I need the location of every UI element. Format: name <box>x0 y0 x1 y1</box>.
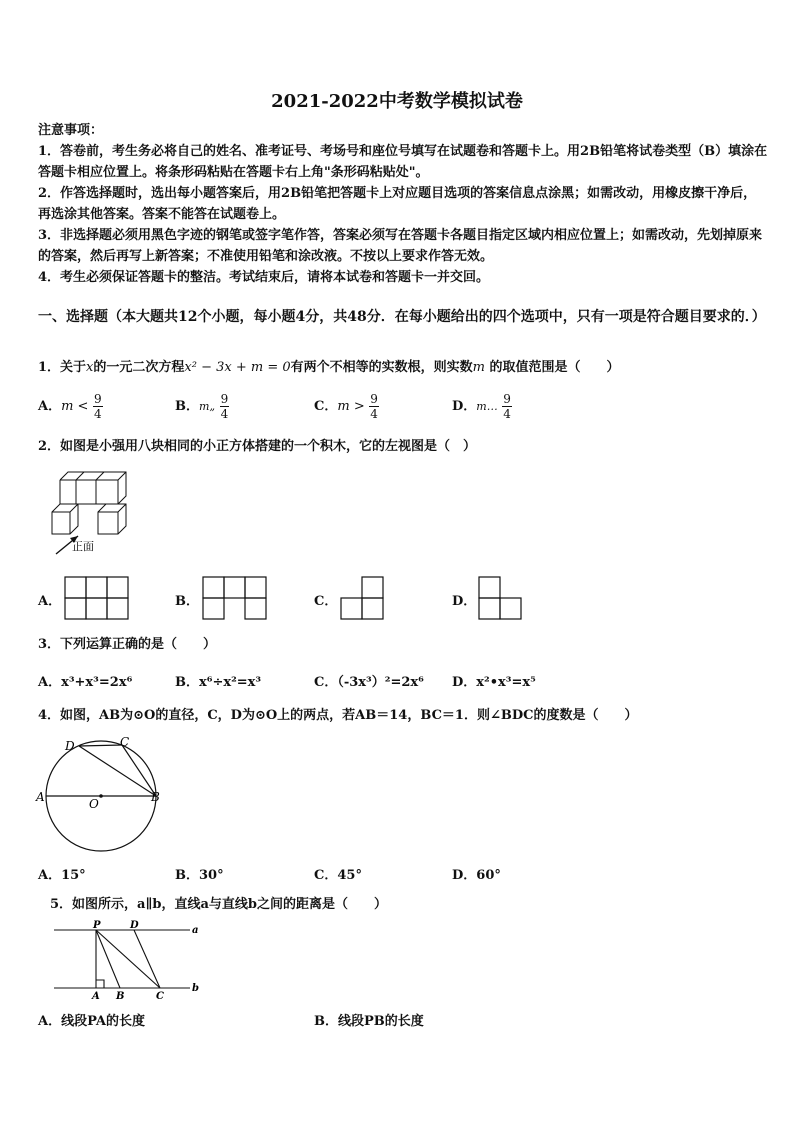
q1-option-b: B．m„ $\frac{9}{4}$ <box>175 392 229 421</box>
notice-item: 3．非选择题必须用黑色字迹的钢笔或签字笔作答，答案必须写在答题卡各题目指定区域内相应位置上；如需改动，先划掉原来的答案，然后再写上新答案；不准使用铅笔和涂改液。不按以上要求作答无效。 <box>38 228 763 264</box>
parallel-lines-figure <box>50 918 210 1002</box>
q2-option-a-label: A． <box>38 594 62 609</box>
notice-item: 1．答卷前，考生务必将自己的姓名、准考证号、考场号和座位号填写在试题卷和答题卡上。用2B铅笔将试卷类型（B）填涂在答题卡相应位置上。将条形码粘贴在答题卡右上角"条形码粘贴处"。 <box>38 144 768 180</box>
svg-text:a: a <box>192 925 199 936</box>
center-dot <box>99 794 103 798</box>
svg-text:D: D <box>130 920 139 931</box>
q3-option-a: A．x³+x³=2x⁶ <box>38 675 133 690</box>
var-x: x <box>86 360 94 375</box>
equation: x² − 3x + m = 0 <box>184 360 291 375</box>
svg-text:A: A <box>92 991 100 1002</box>
q4-option-a: A．15° <box>38 868 86 883</box>
question-1: 1．关于x的一元二次方程x² − 3x + m = 0有两个不相等的实数根，则实数m 的取值范围是（ ） <box>38 360 620 375</box>
q3-option-c: C．（-3x³）²=2x⁶ <box>314 675 424 690</box>
q4-option-b: B．30° <box>175 868 224 883</box>
q3-option-d: D．x²•x³=x⁵ <box>452 675 536 690</box>
q3-option-b: B．x⁶÷x²=x³ <box>175 675 262 690</box>
q2-option-b-label: B． <box>175 594 199 609</box>
svg-text:C: C <box>120 735 130 749</box>
q1-option-d: D．m… $\frac{9}{4}$ <box>452 392 511 421</box>
q5-option-a: A．线段PA的长度 <box>38 1014 146 1029</box>
notice-item: 4．考生必须保证答题卡的整洁。考试结束后，请将本试卷和答题卡一并交回。 <box>38 270 490 285</box>
q1-option-c: C．m > $\frac{9}{4}$ <box>314 392 378 421</box>
q5-option-b: B．线段PB的长度 <box>314 1014 424 1029</box>
svg-text:D: D <box>65 739 75 753</box>
fraction: $\frac{9}{4}$ <box>503 392 511 421</box>
notice-heading: 注意事项： <box>38 123 104 138</box>
q2-option-b-figure <box>202 576 270 620</box>
front-label: 正面 <box>72 540 94 553</box>
question-2: 2．如图是小强用八块相同的小正方体搭建的一个积木，它的左视图是（ ） <box>38 439 477 454</box>
svg-text:A: A <box>36 790 45 804</box>
svg-text:O: O <box>89 797 99 811</box>
section-heading: 一、选择题（本大题共12个小题，每小题4分，共48分．在每小题给出的四个选项中，只有一项是符合题目要求的．） <box>38 309 766 325</box>
svg-text:B: B <box>116 991 125 1002</box>
q2-option-a-figure <box>64 576 132 620</box>
q1-option-a: A．m < $\frac{9}{4}$ <box>38 392 102 421</box>
fraction: $\frac{9}{4}$ <box>93 392 102 421</box>
q4-option-c: C．45° <box>314 868 362 883</box>
fraction: $\frac{9}{4}$ <box>220 392 229 421</box>
var-m: m <box>472 360 485 375</box>
q2-option-d-label: D． <box>452 594 477 609</box>
q4-option-d: D．60° <box>452 868 501 883</box>
question-5: 5．如图所示，a∥b，直线a与直线b之间的距离是（ ） <box>50 897 387 912</box>
svg-text:C: C <box>156 991 164 1002</box>
block-figure <box>40 468 140 560</box>
fraction: $\frac{9}{4}$ <box>370 392 378 421</box>
circle-figure <box>34 732 174 862</box>
svg-text:B: B <box>151 790 160 804</box>
q2-option-c-figure <box>340 576 388 620</box>
page-title: 2021-2022中考数学模拟试卷 <box>271 91 523 112</box>
q2-option-d-figure <box>478 576 526 620</box>
q2-option-c-label: C． <box>314 594 338 609</box>
notice-item: 2．作答选择题时，选出每小题答案后，用2B铅笔把答题卡上对应题目选项的答案信息点涂黑；如需改动，用橡皮擦干净后，再选涂其他答案。答案不能答在试题卷上。 <box>38 186 757 222</box>
svg-text:b: b <box>192 983 199 994</box>
svg-text:P: P <box>93 920 101 931</box>
question-4: 4．如图，AB为⊙O的直径，C，D为⊙O上的两点，若AB＝14，BC＝1．则∠BDC的度数是（ ） <box>38 708 638 723</box>
question-3: 3．下列运算正确的是（ ） <box>38 637 217 652</box>
